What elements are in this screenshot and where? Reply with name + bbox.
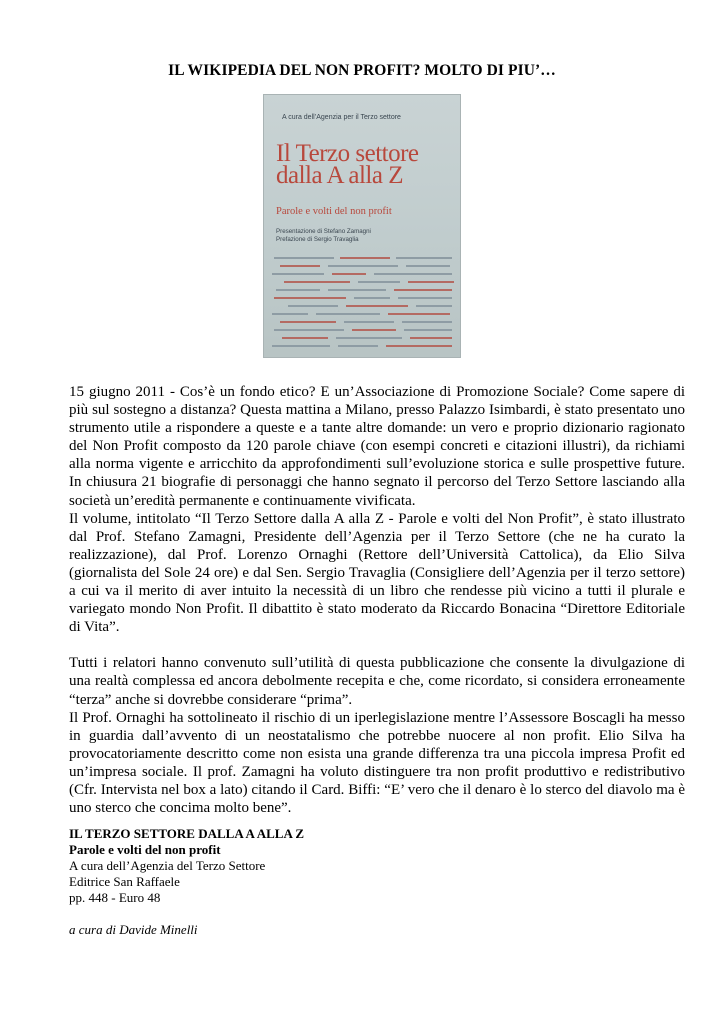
book-info-editor: A cura dell’Agenzia del Terzo Settore (69, 858, 266, 873)
author-signature: a cura di Davide Minelli (69, 922, 198, 937)
cover-title (276, 140, 456, 189)
book-info-details: pp. 448 - Euro 48 (69, 890, 161, 905)
cover-title-line-1: Il Terzo settore (276, 140, 419, 167)
cover-name-pattern (270, 255, 458, 353)
book-info-publisher: Editrice San Raffaele (69, 874, 180, 889)
book-cover-image (264, 95, 460, 357)
cover-credits (276, 228, 371, 244)
cover-presentation: Presentazione di Stefano Zamagni (276, 228, 371, 235)
article-body (69, 383, 685, 817)
article-paragraph-1: 15 giugno 2011 - Cos’è un fondo etico? E un’Associazione di Promozione Sociale? Come sapere di più sul sostegno a distanza? Questa mattina a Milano, presso Palazzo Isimbardi, è stato presentato uno strumento utile a rispondere a queste e a tante altre domande: un vero e proprio dizionario ragionato del Non Profit composto da 120 parole chiave (con esempi concreti e citazioni illustri), da richiami alla norma vigente e arricchito da approfondimenti sull’evoluzione storica e sulle prospettive future. In chiusura 21 biografie di personaggi che hanno segnato il percorso del Terzo Settore lasciando alla società un’eredità permanente e continuamente vivificata. (69, 384, 685, 509)
article-paragraph-3: Tutti i relatori hanno convenuto sull’utilità di questa pubblicazione che consente la divulgazione di una realtà complessa ed ancora debolmente recepita e che, come ricordato, si considera erroneamente “terza” anche si dovrebbe considerare “prima”. (69, 655, 685, 708)
cover-subtitle: Parole e volti del non profit (276, 206, 392, 217)
cover-preface: Prefazione di Sergio Travaglia (276, 236, 359, 243)
cover-title-line-2: dalla A alla Z (276, 162, 403, 189)
book-info-subtitle: Parole e volti del non profit (69, 842, 221, 857)
article-paragraph-2: Il volume, intitolato “Il Terzo Settore dalla A alla Z - Parole e volti del Non Profit”, è stato illustrato dal Prof. Stefano Zamagni, Presidente dell’Agenzia per il Terzo Settore (che ne ha curato la realizzazione), dal Prof. Lorenzo Ornaghi (Rettore dell’Università Cattolica), da Elio Silva (giornalista del Sole 24 ore) e dal Sen. Sergio Travaglia (Consigliere dell’Agenzia per il terzo settore) a cui va il merito di aver intuito la necessità di un libro che rendesse più vicino a tutti il plurale e variegato mondo Non Profit. Il dibattito è stato moderato da Riccardo Bonacina “Direttore Editoriale di Vita”. (69, 510, 685, 636)
page-title: IL WIKIPEDIA DEL NON PROFIT? MOLTO DI PIU’… (168, 62, 556, 79)
book-info-box (69, 826, 469, 938)
article-paragraph-4: Il Prof. Ornaghi ha sottolineato il rischio di un iperlegislazione mentre l’Assessore Boscagli ha messo in guardia dall’avvento di un neostatalismo che potrebbe nuocere al non profit. Elio Silva ha provocatoriamente descritto come non esista una grande differenza tra una piccola impresa Profit ed un’impresa sociale. Il prof. Zamagni ha voluto distinguere tra non profit produttivo e redistributivo (Cfr. Intervista nel box a lato) citando il Card. Biffi: “E’ vero che il denaro è lo sterco del diavolo ma è uno sterco che concima molto bene”. (69, 709, 685, 817)
cover-editor-line: A cura dell’Agenzia per il Terzo settore (282, 114, 401, 121)
book-info-title: IL TERZO SETTORE DALLA A ALLA Z (69, 826, 305, 841)
